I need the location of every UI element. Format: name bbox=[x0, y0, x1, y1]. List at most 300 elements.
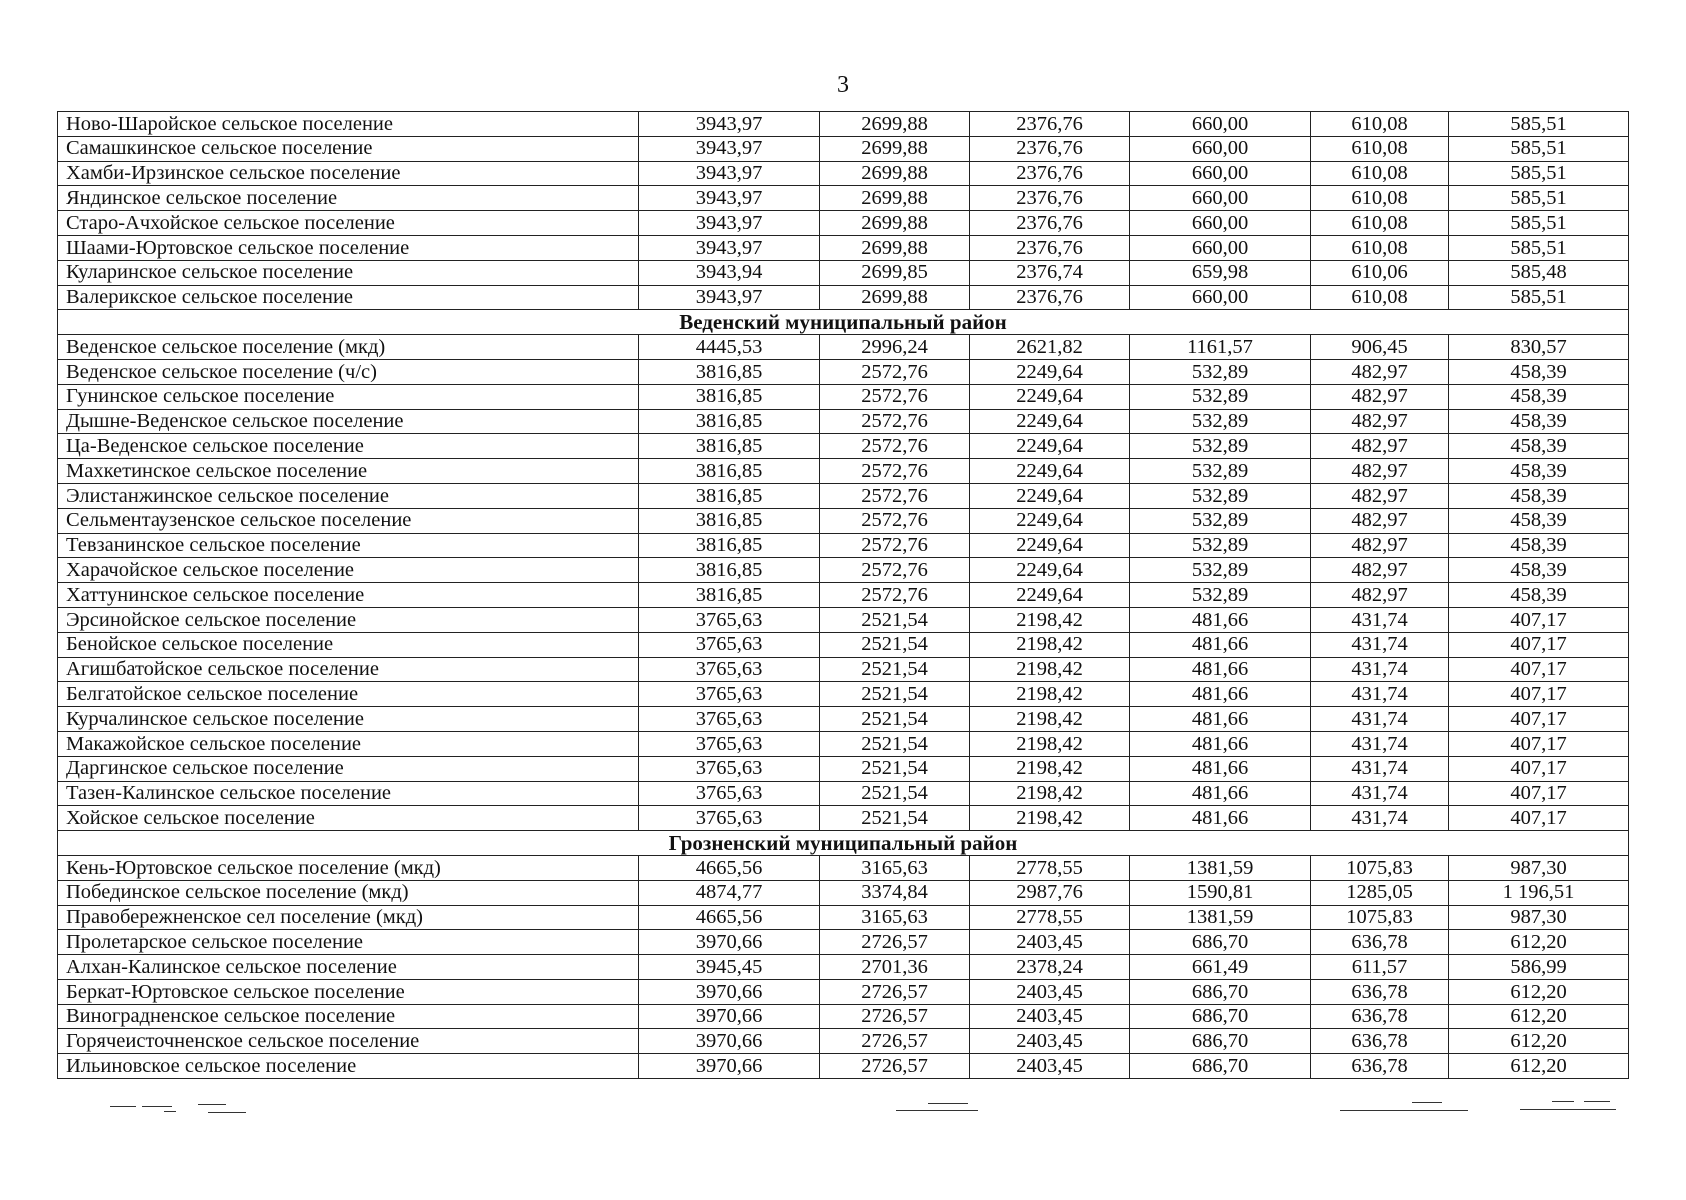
table-row bbox=[58, 508, 1629, 533]
settlement-name: Даргинское сельское поселение bbox=[58, 756, 639, 781]
tariff-value-5: 431,74 bbox=[1311, 607, 1449, 632]
tariff-value-2: 2699,88 bbox=[820, 161, 970, 186]
tariff-value-3: 2376,76 bbox=[970, 161, 1130, 186]
settlement-name: Хаттунинское сельское поселение bbox=[58, 583, 639, 608]
tariff-value-4: 686,70 bbox=[1130, 979, 1311, 1004]
table-row bbox=[58, 657, 1629, 682]
tariff-value-1: 3765,63 bbox=[639, 756, 820, 781]
tariff-value-5: 482,97 bbox=[1311, 558, 1449, 583]
tariff-value-5: 431,74 bbox=[1311, 632, 1449, 657]
tariff-value-3: 2376,76 bbox=[970, 186, 1130, 211]
tariff-value-6: 1 196,51 bbox=[1449, 880, 1629, 905]
tariff-value-2: 2521,54 bbox=[820, 806, 970, 831]
tariff-value-4: 532,89 bbox=[1130, 533, 1311, 558]
tariff-value-6: 458,39 bbox=[1449, 533, 1629, 558]
settlement-name: Белгатойское сельское поселение bbox=[58, 682, 639, 707]
tariff-value-4: 481,66 bbox=[1130, 707, 1311, 732]
tariff-value-6: 407,17 bbox=[1449, 756, 1629, 781]
tariff-value-6: 458,39 bbox=[1449, 483, 1629, 508]
tariff-value-4: 481,66 bbox=[1130, 682, 1311, 707]
settlement-name: Веденское сельское поселение (мкд) bbox=[58, 335, 639, 360]
settlement-name: Пролетарское сельское поселение bbox=[58, 930, 639, 955]
tariff-value-5: 611,57 bbox=[1311, 955, 1449, 980]
tariff-value-3: 2198,42 bbox=[970, 806, 1130, 831]
table-row bbox=[58, 781, 1629, 806]
tariff-value-6: 407,17 bbox=[1449, 806, 1629, 831]
table-row bbox=[58, 434, 1629, 459]
tariff-value-4: 481,66 bbox=[1130, 657, 1311, 682]
tariff-value-3: 2376,76 bbox=[970, 211, 1130, 236]
section-title: Веденский муниципальный район bbox=[58, 310, 1629, 335]
table-row bbox=[58, 533, 1629, 558]
table-row bbox=[58, 459, 1629, 484]
tariff-value-2: 2726,57 bbox=[820, 1029, 970, 1054]
tariff-value-5: 610,08 bbox=[1311, 211, 1449, 236]
tariff-value-2: 2699,88 bbox=[820, 112, 970, 137]
tariff-value-6: 458,39 bbox=[1449, 583, 1629, 608]
table-row bbox=[58, 583, 1629, 608]
tariff-value-4: 660,00 bbox=[1130, 211, 1311, 236]
tariff-value-5: 431,74 bbox=[1311, 781, 1449, 806]
settlement-name: Агишбатойское сельское поселение bbox=[58, 657, 639, 682]
tariff-value-5: 482,97 bbox=[1311, 533, 1449, 558]
tariff-value-1: 3943,94 bbox=[639, 260, 820, 285]
tariff-value-4: 532,89 bbox=[1130, 409, 1311, 434]
tariff-value-5: 482,97 bbox=[1311, 409, 1449, 434]
tariff-value-3: 2376,74 bbox=[970, 260, 1130, 285]
table-row bbox=[58, 1029, 1629, 1054]
tariff-value-2: 2521,54 bbox=[820, 682, 970, 707]
tariff-value-1: 4665,56 bbox=[639, 905, 820, 930]
settlement-name: Курчалинское сельское поселение bbox=[58, 707, 639, 732]
tariff-value-2: 2572,76 bbox=[820, 409, 970, 434]
tariff-value-4: 532,89 bbox=[1130, 508, 1311, 533]
tariff-value-1: 3943,97 bbox=[639, 161, 820, 186]
tariff-value-4: 659,98 bbox=[1130, 260, 1311, 285]
tariff-value-1: 3765,63 bbox=[639, 657, 820, 682]
page-number: 3 bbox=[837, 72, 849, 98]
tariff-value-6: 458,39 bbox=[1449, 459, 1629, 484]
tariff-value-1: 3816,85 bbox=[639, 533, 820, 558]
tariff-value-6: 407,17 bbox=[1449, 731, 1629, 756]
table-row bbox=[58, 359, 1629, 384]
tariff-value-3: 2198,42 bbox=[970, 632, 1130, 657]
settlement-name: Старо-Ачхойское сельское поселение bbox=[58, 211, 639, 236]
tariff-value-6: 612,20 bbox=[1449, 1029, 1629, 1054]
tariff-value-1: 3765,63 bbox=[639, 731, 820, 756]
table-row bbox=[58, 112, 1629, 137]
tariff-value-3: 2403,45 bbox=[970, 1029, 1130, 1054]
tariff-value-2: 2701,36 bbox=[820, 955, 970, 980]
tariff-value-2: 2726,57 bbox=[820, 930, 970, 955]
table-row bbox=[58, 905, 1629, 930]
settlement-name: Хамби-Ирзинское сельское поселение bbox=[58, 161, 639, 186]
tariff-value-1: 3970,66 bbox=[639, 930, 820, 955]
tariff-value-1: 3943,97 bbox=[639, 112, 820, 137]
tariff-value-4: 481,66 bbox=[1130, 781, 1311, 806]
tariff-value-6: 987,30 bbox=[1449, 855, 1629, 880]
tariff-value-6: 407,17 bbox=[1449, 607, 1629, 632]
tariff-value-2: 2521,54 bbox=[820, 781, 970, 806]
table-body bbox=[58, 112, 1629, 1079]
table-row bbox=[58, 161, 1629, 186]
tariff-value-5: 610,08 bbox=[1311, 136, 1449, 161]
tariff-value-4: 660,00 bbox=[1130, 112, 1311, 137]
tariff-value-4: 660,00 bbox=[1130, 186, 1311, 211]
tariff-value-3: 2198,42 bbox=[970, 731, 1130, 756]
table-row bbox=[58, 1054, 1629, 1079]
tariff-value-3: 2249,64 bbox=[970, 384, 1130, 409]
settlement-name: Элистанжинское сельское поселение bbox=[58, 483, 639, 508]
tariff-value-2: 2726,57 bbox=[820, 1054, 970, 1079]
tariff-value-1: 3765,63 bbox=[639, 806, 820, 831]
tariff-value-4: 481,66 bbox=[1130, 806, 1311, 831]
tariff-value-2: 2699,88 bbox=[820, 285, 970, 310]
tariff-value-6: 458,39 bbox=[1449, 384, 1629, 409]
tariff-value-1: 3816,85 bbox=[639, 409, 820, 434]
tariff-value-3: 2198,42 bbox=[970, 781, 1130, 806]
section-header-row bbox=[58, 831, 1629, 856]
table-row bbox=[58, 955, 1629, 980]
tariff-value-4: 1381,59 bbox=[1130, 855, 1311, 880]
tariff-value-1: 3943,97 bbox=[639, 136, 820, 161]
tariff-value-2: 2572,76 bbox=[820, 508, 970, 533]
tariff-value-2: 2521,54 bbox=[820, 707, 970, 732]
tariff-value-1: 3816,85 bbox=[639, 459, 820, 484]
tariff-value-6: 585,51 bbox=[1449, 235, 1629, 260]
tariff-value-1: 3816,85 bbox=[639, 483, 820, 508]
tariff-value-5: 482,97 bbox=[1311, 384, 1449, 409]
settlement-name: Побединское сельское поселение (мкд) bbox=[58, 880, 639, 905]
tariff-value-6: 458,39 bbox=[1449, 558, 1629, 583]
tariff-value-6: 585,51 bbox=[1449, 285, 1629, 310]
tariff-value-2: 2699,85 bbox=[820, 260, 970, 285]
settlement-name: Яндинское сельское поселение bbox=[58, 186, 639, 211]
tariff-value-6: 458,39 bbox=[1449, 359, 1629, 384]
table-row bbox=[58, 682, 1629, 707]
tariff-value-5: 431,74 bbox=[1311, 707, 1449, 732]
tariff-value-2: 2521,54 bbox=[820, 657, 970, 682]
tariff-value-5: 610,08 bbox=[1311, 235, 1449, 260]
tariff-value-2: 2521,54 bbox=[820, 607, 970, 632]
tariff-value-1: 3945,45 bbox=[639, 955, 820, 980]
tariff-value-4: 532,89 bbox=[1130, 483, 1311, 508]
tariff-value-4: 661,49 bbox=[1130, 955, 1311, 980]
tariff-value-3: 2778,55 bbox=[970, 905, 1130, 930]
tariff-value-6: 407,17 bbox=[1449, 781, 1629, 806]
tariff-value-5: 610,08 bbox=[1311, 186, 1449, 211]
tariff-value-4: 532,89 bbox=[1130, 558, 1311, 583]
tariff-value-5: 482,97 bbox=[1311, 508, 1449, 533]
tariff-value-1: 4665,56 bbox=[639, 855, 820, 880]
tariff-value-4: 532,89 bbox=[1130, 359, 1311, 384]
tariff-value-2: 3165,63 bbox=[820, 905, 970, 930]
settlement-name: Хойское сельское поселение bbox=[58, 806, 639, 831]
tariff-value-3: 2403,45 bbox=[970, 1054, 1130, 1079]
settlement-name: Беркат-Юртовское сельское поселение bbox=[58, 979, 639, 1004]
tariff-value-3: 2249,64 bbox=[970, 583, 1130, 608]
tariff-value-5: 610,08 bbox=[1311, 161, 1449, 186]
tariff-value-4: 481,66 bbox=[1130, 756, 1311, 781]
tariff-value-2: 3374,84 bbox=[820, 880, 970, 905]
tariff-value-2: 2521,54 bbox=[820, 756, 970, 781]
tariff-value-6: 612,20 bbox=[1449, 979, 1629, 1004]
tariff-value-6: 585,48 bbox=[1449, 260, 1629, 285]
tariff-value-3: 2376,76 bbox=[970, 285, 1130, 310]
tariff-value-1: 3970,66 bbox=[639, 1029, 820, 1054]
tariff-value-4: 532,89 bbox=[1130, 434, 1311, 459]
settlement-name: Ца-Веденское сельское поселение bbox=[58, 434, 639, 459]
tariff-value-3: 2198,42 bbox=[970, 607, 1130, 632]
tariff-value-3: 2198,42 bbox=[970, 657, 1130, 682]
table-row bbox=[58, 855, 1629, 880]
section-header-row bbox=[58, 310, 1629, 335]
tariff-value-1: 4874,77 bbox=[639, 880, 820, 905]
tariff-value-1: 3943,97 bbox=[639, 211, 820, 236]
tariff-value-6: 407,17 bbox=[1449, 707, 1629, 732]
tariff-value-3: 2987,76 bbox=[970, 880, 1130, 905]
tariff-value-6: 585,51 bbox=[1449, 136, 1629, 161]
tariff-value-6: 407,17 bbox=[1449, 632, 1629, 657]
settlement-name: Эрсинойское сельское поселение bbox=[58, 607, 639, 632]
tariff-value-5: 636,78 bbox=[1311, 1054, 1449, 1079]
tariff-value-2: 2572,76 bbox=[820, 459, 970, 484]
settlement-name: Макажойское сельское поселение bbox=[58, 731, 639, 756]
tariff-value-4: 686,70 bbox=[1130, 1004, 1311, 1029]
tariff-value-2: 2699,88 bbox=[820, 136, 970, 161]
tariff-value-6: 458,39 bbox=[1449, 409, 1629, 434]
tariff-value-4: 532,89 bbox=[1130, 384, 1311, 409]
tariff-value-6: 458,39 bbox=[1449, 434, 1629, 459]
table-row bbox=[58, 235, 1629, 260]
tariff-value-3: 2198,42 bbox=[970, 682, 1130, 707]
tariff-value-6: 612,20 bbox=[1449, 1054, 1629, 1079]
table-row bbox=[58, 384, 1629, 409]
tariff-value-1: 3970,66 bbox=[639, 979, 820, 1004]
tariff-value-6: 585,51 bbox=[1449, 211, 1629, 236]
tariff-value-4: 686,70 bbox=[1130, 1054, 1311, 1079]
settlement-name: Дышне-Веденское сельское поселение bbox=[58, 409, 639, 434]
table-row bbox=[58, 707, 1629, 732]
settlement-name: Кень-Юртовское сельское поселение (мкд) bbox=[58, 855, 639, 880]
tariff-value-3: 2249,64 bbox=[970, 508, 1130, 533]
tariff-value-3: 2378,24 bbox=[970, 955, 1130, 980]
settlement-name: Харачойское сельское поселение bbox=[58, 558, 639, 583]
tariff-value-5: 636,78 bbox=[1311, 930, 1449, 955]
settlement-name: Тазен-Калинское сельское поселение bbox=[58, 781, 639, 806]
tariff-value-3: 2249,64 bbox=[970, 533, 1130, 558]
tariff-value-2: 2699,88 bbox=[820, 186, 970, 211]
tariff-value-1: 3943,97 bbox=[639, 235, 820, 260]
table-row bbox=[58, 483, 1629, 508]
tariff-value-1: 3943,97 bbox=[639, 186, 820, 211]
settlement-name: Куларинское сельское поселение bbox=[58, 260, 639, 285]
tariff-value-3: 2249,64 bbox=[970, 434, 1130, 459]
table-row bbox=[58, 211, 1629, 236]
tariff-value-3: 2621,82 bbox=[970, 335, 1130, 360]
table-row bbox=[58, 186, 1629, 211]
tariff-value-1: 3765,63 bbox=[639, 707, 820, 732]
tariff-value-2: 3165,63 bbox=[820, 855, 970, 880]
tariff-value-4: 686,70 bbox=[1130, 1029, 1311, 1054]
tariff-value-4: 481,66 bbox=[1130, 632, 1311, 657]
tariff-value-4: 686,70 bbox=[1130, 930, 1311, 955]
settlement-name: Самашкинское сельское поселение bbox=[58, 136, 639, 161]
settlement-name: Валерикское сельское поселение bbox=[58, 285, 639, 310]
tariff-value-1: 3970,66 bbox=[639, 1004, 820, 1029]
tariff-value-6: 458,39 bbox=[1449, 508, 1629, 533]
tariff-value-4: 481,66 bbox=[1130, 607, 1311, 632]
tariff-value-3: 2249,64 bbox=[970, 359, 1130, 384]
tariff-value-1: 3816,85 bbox=[639, 359, 820, 384]
tariff-value-2: 2572,76 bbox=[820, 533, 970, 558]
tariff-value-5: 431,74 bbox=[1311, 756, 1449, 781]
tariff-value-6: 586,99 bbox=[1449, 955, 1629, 980]
tariff-value-3: 2403,45 bbox=[970, 979, 1130, 1004]
tariff-value-5: 636,78 bbox=[1311, 1004, 1449, 1029]
tariff-value-1: 4445,53 bbox=[639, 335, 820, 360]
table-row bbox=[58, 1004, 1629, 1029]
tariff-value-2: 2572,76 bbox=[820, 434, 970, 459]
tariff-value-3: 2249,64 bbox=[970, 409, 1130, 434]
tariff-value-3: 2249,64 bbox=[970, 558, 1130, 583]
tariff-value-1: 3816,85 bbox=[639, 434, 820, 459]
tariff-value-3: 2376,76 bbox=[970, 112, 1130, 137]
tariff-value-2: 2521,54 bbox=[820, 731, 970, 756]
tariff-value-5: 482,97 bbox=[1311, 359, 1449, 384]
tariff-value-5: 1075,83 bbox=[1311, 905, 1449, 930]
settlement-name: Горячеисточненское сельское поселение bbox=[58, 1029, 639, 1054]
tariff-value-4: 1161,57 bbox=[1130, 335, 1311, 360]
table-row bbox=[58, 335, 1629, 360]
settlement-name: Веденское сельское поселение (ч/с) bbox=[58, 359, 639, 384]
settlement-name: Правобережненское сел поселение (мкд) bbox=[58, 905, 639, 930]
settlement-name: Сельментаузенское сельское поселение bbox=[58, 508, 639, 533]
tariff-value-3: 2198,42 bbox=[970, 707, 1130, 732]
tariff-value-3: 2778,55 bbox=[970, 855, 1130, 880]
tariff-value-5: 610,08 bbox=[1311, 285, 1449, 310]
tariff-value-1: 3970,66 bbox=[639, 1054, 820, 1079]
tariff-value-2: 2726,57 bbox=[820, 979, 970, 1004]
tariff-value-4: 660,00 bbox=[1130, 285, 1311, 310]
table-row bbox=[58, 731, 1629, 756]
tariff-value-2: 2572,76 bbox=[820, 384, 970, 409]
tariff-value-2: 2572,76 bbox=[820, 558, 970, 583]
tariff-value-5: 610,08 bbox=[1311, 112, 1449, 137]
tariff-value-5: 636,78 bbox=[1311, 1029, 1449, 1054]
tariff-table bbox=[57, 111, 1629, 1079]
tariff-value-2: 2699,88 bbox=[820, 235, 970, 260]
tariff-value-3: 2249,64 bbox=[970, 483, 1130, 508]
table-row bbox=[58, 756, 1629, 781]
tariff-value-5: 431,74 bbox=[1311, 657, 1449, 682]
tariff-value-4: 532,89 bbox=[1130, 583, 1311, 608]
tariff-value-3: 2376,76 bbox=[970, 136, 1130, 161]
tariff-value-4: 660,00 bbox=[1130, 161, 1311, 186]
settlement-name: Тевзанинское сельское поселение bbox=[58, 533, 639, 558]
tariff-value-3: 2403,45 bbox=[970, 930, 1130, 955]
tariff-value-4: 481,66 bbox=[1130, 731, 1311, 756]
tariff-value-5: 482,97 bbox=[1311, 459, 1449, 484]
tariff-value-1: 3943,97 bbox=[639, 285, 820, 310]
table-row bbox=[58, 806, 1629, 831]
tariff-value-5: 1075,83 bbox=[1311, 855, 1449, 880]
tariff-value-5: 636,78 bbox=[1311, 979, 1449, 1004]
section-title: Грозненский муниципальный район bbox=[58, 831, 1629, 856]
table-row bbox=[58, 136, 1629, 161]
tariff-value-6: 585,51 bbox=[1449, 186, 1629, 211]
tariff-value-1: 3765,63 bbox=[639, 682, 820, 707]
tariff-value-5: 482,97 bbox=[1311, 583, 1449, 608]
tariff-value-5: 482,97 bbox=[1311, 483, 1449, 508]
tariff-value-1: 3816,85 bbox=[639, 583, 820, 608]
settlement-name: Ново-Шаройское сельское поселение bbox=[58, 112, 639, 137]
settlement-name: Бенойское сельское поселение bbox=[58, 632, 639, 657]
tariff-value-6: 612,20 bbox=[1449, 1004, 1629, 1029]
tariff-value-4: 660,00 bbox=[1130, 235, 1311, 260]
tariff-value-2: 2699,88 bbox=[820, 211, 970, 236]
tariff-value-1: 3816,85 bbox=[639, 508, 820, 533]
tariff-value-5: 1285,05 bbox=[1311, 880, 1449, 905]
tariff-value-5: 610,06 bbox=[1311, 260, 1449, 285]
table-row bbox=[58, 607, 1629, 632]
tariff-value-2: 2726,57 bbox=[820, 1004, 970, 1029]
settlement-name: Шаами-Юртовское сельское поселение bbox=[58, 235, 639, 260]
settlement-name: Махкетинское сельское поселение bbox=[58, 459, 639, 484]
tariff-value-3: 2198,42 bbox=[970, 756, 1130, 781]
table-row bbox=[58, 930, 1629, 955]
settlement-name: Алхан-Калинское сельское поселение bbox=[58, 955, 639, 980]
tariff-value-2: 2521,54 bbox=[820, 632, 970, 657]
tariff-value-6: 830,57 bbox=[1449, 335, 1629, 360]
tariff-value-2: 2572,76 bbox=[820, 483, 970, 508]
tariff-value-4: 532,89 bbox=[1130, 459, 1311, 484]
tariff-value-6: 585,51 bbox=[1449, 112, 1629, 137]
tariff-value-5: 482,97 bbox=[1311, 434, 1449, 459]
tariff-value-4: 1381,59 bbox=[1130, 905, 1311, 930]
table-row bbox=[58, 260, 1629, 285]
table-row bbox=[58, 632, 1629, 657]
tariff-value-6: 585,51 bbox=[1449, 161, 1629, 186]
tariff-value-4: 1590,81 bbox=[1130, 880, 1311, 905]
settlement-name: Виноградненское сельское поселение bbox=[58, 1004, 639, 1029]
settlement-name: Гунинское сельское поселение bbox=[58, 384, 639, 409]
tariff-value-6: 407,17 bbox=[1449, 682, 1629, 707]
tariff-value-5: 431,74 bbox=[1311, 731, 1449, 756]
table-row bbox=[58, 979, 1629, 1004]
tariff-value-1: 3765,63 bbox=[639, 781, 820, 806]
tariff-value-2: 2996,24 bbox=[820, 335, 970, 360]
tariff-value-1: 3765,63 bbox=[639, 632, 820, 657]
tariff-value-1: 3816,85 bbox=[639, 384, 820, 409]
tariff-value-1: 3765,63 bbox=[639, 607, 820, 632]
tariff-value-2: 2572,76 bbox=[820, 359, 970, 384]
tariff-value-5: 906,45 bbox=[1311, 335, 1449, 360]
tariff-value-4: 660,00 bbox=[1130, 136, 1311, 161]
table-row bbox=[58, 558, 1629, 583]
table-row bbox=[58, 880, 1629, 905]
tariff-value-5: 431,74 bbox=[1311, 806, 1449, 831]
tariff-value-3: 2376,76 bbox=[970, 235, 1130, 260]
tariff-value-6: 612,20 bbox=[1449, 930, 1629, 955]
tariff-value-6: 987,30 bbox=[1449, 905, 1629, 930]
tariff-value-3: 2403,45 bbox=[970, 1004, 1130, 1029]
table-row bbox=[58, 285, 1629, 310]
table-row bbox=[58, 409, 1629, 434]
tariff-value-2: 2572,76 bbox=[820, 583, 970, 608]
tariff-value-6: 407,17 bbox=[1449, 657, 1629, 682]
tariff-value-5: 431,74 bbox=[1311, 682, 1449, 707]
